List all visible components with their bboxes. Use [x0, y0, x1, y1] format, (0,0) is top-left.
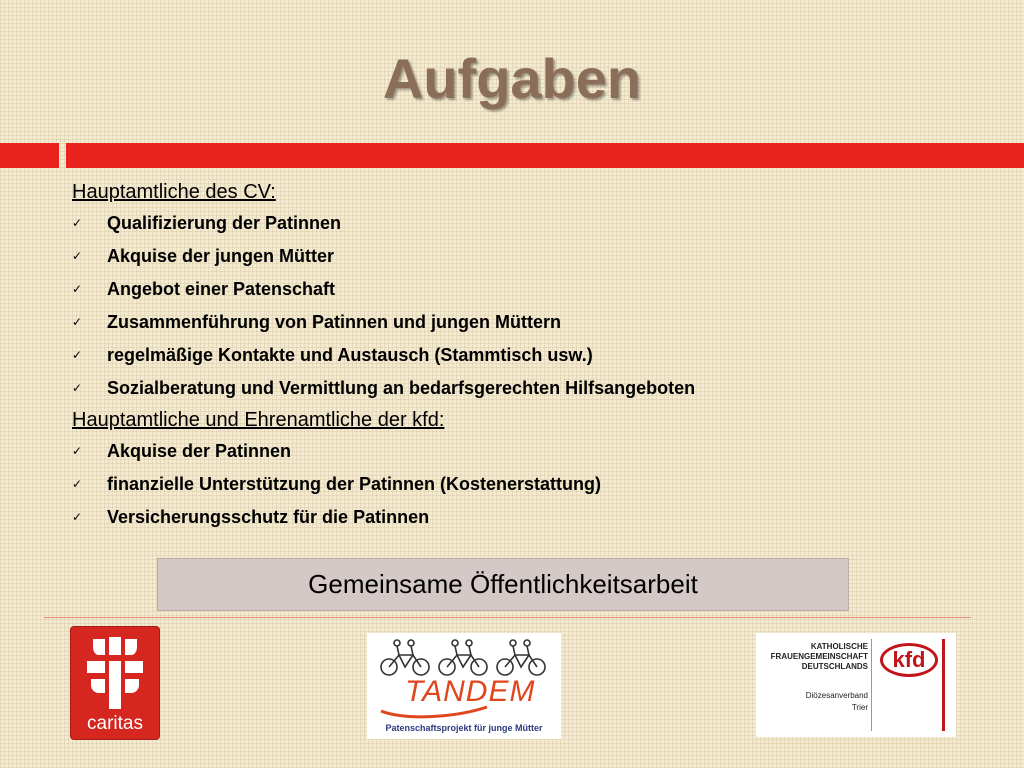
kfd-diocese-label: Diözesanverband: [805, 691, 868, 700]
check-icon: ✓: [72, 381, 83, 395]
check-icon: ✓: [72, 477, 83, 491]
list-item: ✓ Versicherungsschutz für die Patinnen: [72, 501, 972, 534]
accent-bar-right: [66, 143, 1024, 168]
caritas-cross-icon: [85, 635, 145, 711]
caritas-logo-text: caritas: [87, 713, 143, 734]
kfd-name-line-1: KATHOLISCHE: [810, 642, 868, 651]
check-icon: ✓: [72, 282, 83, 296]
divider-line: [44, 617, 971, 618]
check-icon: ✓: [72, 249, 83, 263]
check-icon: ✓: [72, 315, 83, 329]
list-item: ✓ Akquise der jungen Mütter: [72, 240, 972, 273]
kfd-logo: [756, 633, 956, 737]
list-item: ✓ Angebot einer Patenschaft: [72, 273, 972, 306]
check-icon: ✓: [72, 510, 83, 524]
section-heading-cv: Hauptamtliche des CV:: [72, 181, 276, 203]
task-list-cv: [72, 207, 972, 405]
task-content: [72, 177, 972, 534]
accent-bar-left: [0, 143, 59, 168]
task-list-kfd: [72, 435, 972, 534]
kfd-name-line-2: FRAUENGEMEINSCHAFT: [770, 652, 868, 661]
kfd-divider: [871, 639, 872, 731]
list-item: ✓ Akquise der Patinnen: [72, 435, 972, 468]
check-icon: ✓: [72, 444, 83, 458]
list-item: ✓ Zusammenführung von Patinnen und jungen Müttern: [72, 306, 972, 339]
kfd-diocese-city: Trier: [851, 703, 868, 712]
tandem-bicycles-icon: [377, 637, 551, 677]
slide-title: Aufgaben: [382, 47, 642, 110]
tandem-wordmark: TANDEM: [405, 675, 536, 708]
section-heading-kfd: Hauptamtliche und Ehrenamtliche der kfd:: [72, 409, 445, 431]
tandem-logo: [367, 633, 561, 739]
tandem-subtitle: Patenschaftsprojekt für junge Mütter: [385, 723, 543, 733]
list-item: ✓ Sozialberatung und Vermittlung an bedarfsgerechten Hilfsangeboten: [72, 372, 972, 405]
list-item: ✓ finanzielle Unterstützung der Patinnen (Kostenerstattung): [72, 468, 972, 501]
kfd-oval-mark: kfd: [880, 643, 938, 677]
check-icon: ✓: [72, 348, 83, 362]
highlight-box: Gemeinsame Öffentlichkeitsarbeit: [157, 558, 849, 611]
kfd-name-line-3: DEUTSCHLANDS: [801, 662, 868, 671]
caritas-logo: [70, 626, 160, 740]
kfd-red-bar: [942, 639, 945, 731]
list-item: ✓ Qualifizierung der Patinnen: [72, 207, 972, 240]
list-item: ✓ regelmäßige Kontakte und Austausch (Stammtisch usw.): [72, 339, 972, 372]
check-icon: ✓: [72, 216, 83, 230]
